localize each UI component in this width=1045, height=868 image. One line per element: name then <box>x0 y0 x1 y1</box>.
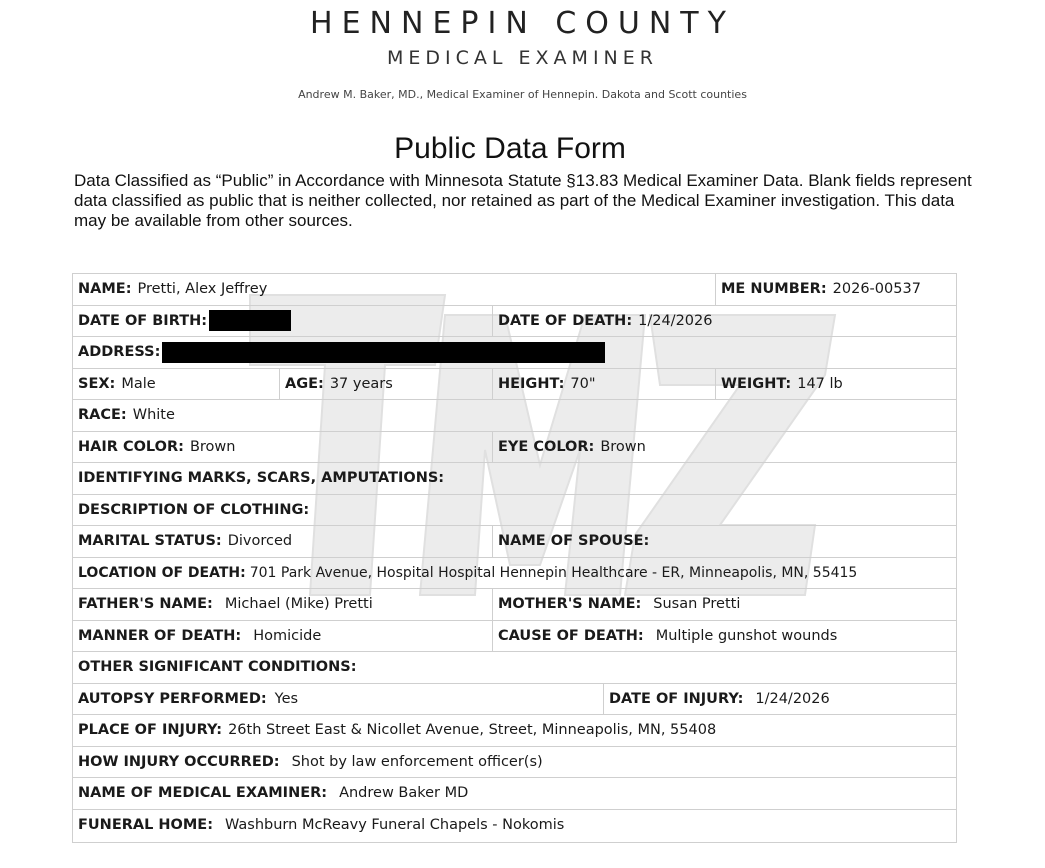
date-of-birth-label: DATE OF BIRTH: <box>78 312 208 329</box>
cause-of-death-label: CAUSE OF DEATH: <box>498 627 644 644</box>
other-significant-conditions-label: OTHER SIGNIFICANT CONDITIONS: <box>78 659 357 676</box>
sex-label: SEX: <box>78 375 116 392</box>
age-field <box>279 369 492 400</box>
how-injury-occurred-field <box>73 747 956 778</box>
address-label: ADDRESS: <box>78 344 161 361</box>
race-label: RACE: <box>78 407 127 424</box>
table-row <box>73 652 956 684</box>
location-of-death-field <box>73 558 956 589</box>
fathers-name-field <box>73 589 492 620</box>
date-of-birth-field <box>73 306 492 337</box>
table-row <box>73 715 956 747</box>
hair-color-field <box>73 432 492 463</box>
marital-status-value: Divorced <box>227 533 293 550</box>
table-row <box>73 810 956 842</box>
location-of-death-label: LOCATION OF DEATH: <box>78 564 246 581</box>
eye-color-field <box>492 432 956 463</box>
age-label: AGE: <box>285 375 324 392</box>
description-of-clothing-label: DESCRIPTION OF CLOTHING: <box>78 501 310 518</box>
table-row <box>73 621 956 653</box>
me-number-label: ME NUMBER: <box>721 281 827 298</box>
name-field <box>73 274 715 305</box>
name-of-medical-examiner-label: NAME OF MEDICAL EXAMINER: <box>78 785 328 802</box>
name-of-spouse-label: NAME OF SPOUSE: <box>498 533 650 550</box>
public-data-table <box>72 273 957 843</box>
race-field <box>73 400 956 431</box>
table-row <box>73 337 956 369</box>
sex-field <box>73 369 279 400</box>
date-of-injury-label: DATE OF INJURY: <box>609 690 744 707</box>
me-number-value: 2026-00537 <box>832 281 921 298</box>
weight-field <box>715 369 956 400</box>
marital-status-field <box>73 526 492 557</box>
me-number-field <box>715 274 956 305</box>
table-row <box>73 432 956 464</box>
how-injury-occurred-value: Shot by law enforcement officer(s) <box>291 753 543 770</box>
place-of-injury-field <box>73 715 956 746</box>
table-row <box>73 400 956 432</box>
hair-color-value: Brown <box>189 438 236 455</box>
funeral-home-field <box>73 810 956 842</box>
manner-of-death-field <box>73 621 492 652</box>
header-title: HENNEPIN COUNTY <box>310 6 735 41</box>
table-row <box>73 684 956 716</box>
cause-of-death-value: Multiple gunshot wounds <box>655 627 838 644</box>
height-label: HEIGHT: <box>498 375 565 392</box>
place-of-injury-value: 26th Street East & Nicollet Avenue, Street, Minneapolis, MN, 55408 <box>228 722 717 739</box>
weight-label: WEIGHT: <box>721 375 792 392</box>
table-row <box>73 274 956 306</box>
date-of-death-label: DATE OF DEATH: <box>498 312 633 329</box>
autopsy-performed-field <box>73 684 603 715</box>
identifying-marks-label: IDENTIFYING MARKS, SCARS, AMPUTATIONS: <box>78 470 445 487</box>
autopsy-performed-label: AUTOPSY PERFORMED: <box>78 690 267 707</box>
eye-color-value: Brown <box>600 438 646 455</box>
name-of-medical-examiner-field <box>73 778 956 809</box>
date-of-injury-value: 1/24/2026 <box>755 690 830 707</box>
hair-color-label: HAIR COLOR: <box>78 438 184 455</box>
date-of-death-field <box>492 306 956 337</box>
fathers-name-value: Michael (Mike) Pretti <box>224 596 373 613</box>
funeral-home-value: Washburn McReavy Funeral Chapels - Nokomis <box>225 817 565 834</box>
mothers-name-value: Susan Pretti <box>653 596 741 613</box>
manner-of-death-label: MANNER OF DEATH: <box>78 627 242 644</box>
sex-value: Male <box>121 375 156 392</box>
table-row <box>73 747 956 779</box>
table-row <box>73 558 956 590</box>
table-row <box>73 369 956 401</box>
name-of-spouse-field <box>492 526 956 557</box>
date-of-injury-field <box>603 684 956 715</box>
name-value: Pretti, Alex Jeffrey <box>137 281 268 298</box>
manner-of-death-value: Homicide <box>253 627 322 644</box>
address-redaction <box>162 342 605 363</box>
table-row <box>73 778 956 810</box>
age-value: 37 years <box>329 375 393 392</box>
how-injury-occurred-label: HOW INJURY OCCURRED: <box>78 753 280 770</box>
table-row <box>73 495 956 527</box>
fathers-name-label: FATHER'S NAME: <box>78 596 213 613</box>
description-of-clothing-field <box>73 495 956 526</box>
mothers-name-label: MOTHER'S NAME: <box>498 596 642 613</box>
height-field <box>492 369 715 400</box>
other-significant-conditions-field <box>73 652 956 683</box>
form-title: Public Data Form <box>394 132 626 165</box>
eye-color-label: EYE COLOR: <box>498 438 595 455</box>
funeral-home-label: FUNERAL HOME: <box>78 817 213 834</box>
header-subtitle: MEDICAL EXAMINER <box>387 47 658 69</box>
table-row <box>73 463 956 495</box>
date-of-death-value: 1/24/2026 <box>638 312 713 329</box>
name-of-medical-examiner-value: Andrew Baker MD <box>339 785 469 802</box>
autopsy-performed-value: Yes <box>274 690 299 707</box>
form-intro: Data Classified as “Public” in Accordance with Minnesota Statute §13.83 Medical Examiner Data. Blank fields represent data classified as public that is neither collected, nor retained as part of the Medical Examiner investigation. This data may be available from other sources. <box>74 171 972 230</box>
height-value: 70" <box>570 375 596 392</box>
weight-value: 147 lb <box>797 375 843 392</box>
location-of-death-value: 701 Park Avenue, Hospital Hospital Hennepin Healthcare - ER, Minneapolis, MN, 55415 <box>249 564 858 581</box>
table-row <box>73 589 956 621</box>
mothers-name-field <box>492 589 956 620</box>
table-row <box>73 526 956 558</box>
address-field <box>73 337 956 368</box>
marital-status-label: MARITAL STATUS: <box>78 533 222 550</box>
header-attribution: Andrew M. Baker, MD., Medical Examiner of Hennepin. Dakota and Scott counties <box>298 88 747 101</box>
date-of-birth-redaction <box>209 310 291 331</box>
identifying-marks-field <box>73 463 956 494</box>
name-label: NAME: <box>78 281 132 298</box>
place-of-injury-label: PLACE OF INJURY: <box>78 722 223 739</box>
race-value: White <box>132 407 175 424</box>
table-row <box>73 306 956 338</box>
cause-of-death-field <box>492 621 956 652</box>
